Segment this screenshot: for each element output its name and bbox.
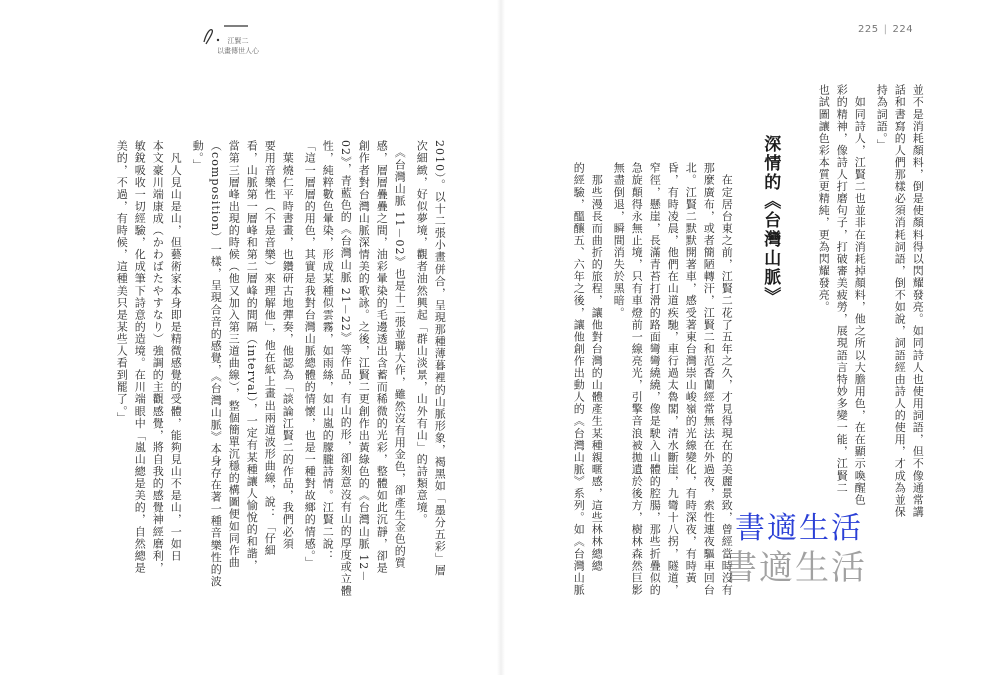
text-column: 窄徑，懸崖，長滿青苔打滑的路面彎彎繞繞，像是駛入山體的腔腸，那些折疊似的 (648, 162, 662, 596)
text-column: 創作者對台灣山脈深情美的歌詠。之後，江賢二更創作出黃綠色的《台灣山脈 12－ (357, 140, 371, 583)
text-column: 也試圖讓色彩本質更精純，更為閃耀發亮。 (817, 84, 831, 313)
text-column: 葉燒仁平時書畫，也鑽研古地彈奏，他認為「談論江賢二的作品，我們必須 (281, 140, 295, 550)
text-column: 看，山脈第一層峰和第二層峰的間隔（interval），一定有某種讓人愉悅的和諧， (245, 140, 259, 572)
text-column: 北。江賢二默默開著車，感受著東台灣崇山峻嶺的光線變化，有時深夜，有時黃 (684, 162, 698, 584)
text-column: 02》，青藍色的《台灣山脈 21－22》等作品，有山的形，卻刻意沒有山的厚度或立體 (339, 140, 353, 598)
chapter-title: 江賢二 (227, 37, 249, 45)
text-column: 敏銳吸收一切經驗，化成筆下詩意的造境。在川端眼中「嵐山總是美的，自然總是 (133, 140, 147, 574)
chapter-subtitle: 以畫傳世人心 (217, 47, 259, 55)
text-column: 「這一層層的用色，其實是我對台灣山脈總體的情懷，也是一種對故鄉的情感。」 (303, 140, 317, 569)
text-column: 凡人見山是山，但藝術家本身即是精微感覺的受體，能夠見山不是山，一如日 (169, 140, 183, 562)
text-column: 那麼廣布，或者簡陋轉汗，江賢二和范香蘭經常無法在外過夜，索性連夜驅車回台 (702, 162, 716, 596)
text-column: 動。」 (191, 140, 205, 171)
text-column: 急旋顛得永無止境，只有車燈前一線亮光，引擎音浪被拋遺於後方，樹林森然巨影 (630, 162, 644, 596)
text-column: 在定居台東之前，江賢二花了五年之久，才見得現在的美麗景致，曾經當時沒有 (720, 162, 734, 596)
text-column: 《台灣山脈 11－02》也是十二張並聯大作，雖然沒有用金色，卻產生金色的質 (393, 140, 407, 569)
text-column: 當第三層峰出現的時候（他又加入第三道曲線），整個簡單沉穩的構圖便如同作曲 (227, 140, 241, 569)
section-heading: 深情的《台灣山脈》 (760, 135, 781, 306)
text-column: 的經驗，醞釀五、六年之後，讓他創作出動人的《台灣山脈》系列。如《台灣山脈 (572, 162, 586, 596)
text-column: 持為詞語。」 (875, 84, 889, 151)
page-number-left: 224 (892, 24, 914, 35)
text-column: 次細緻，好似夢境，觀者油然興起「群山淡景，山外有山」的詩類意境。 (415, 140, 429, 526)
text-column: 感，層層疊疊之間，油彩暈染的毛邊透出含蓄而稀微的光彩，整體如此沉靜，卻是 (375, 140, 389, 574)
text-column: 話和書寫的人們那樣必須消耗詞語，倒不如說，詞語經由詩人的使用，才成為並保 (893, 84, 907, 518)
gutter-shadow (497, 0, 505, 675)
text-column: 那些漫長而曲折的旅程，讓他對台灣的山體產生某種親暱感，這些林林總總 (590, 162, 604, 572)
text-column: 並不是消耗顏料，倒是使顏料得以閃耀發亮。如同詩人也使用詞語，但不像通常講 (911, 84, 925, 518)
page-numbers (858, 24, 913, 35)
page-separator: | (883, 24, 888, 35)
text-column: 2010）。以十二張小畫併合，呈現那種薄暮裡的山脈形象，褐黑如「墨分五彩」層 (433, 140, 447, 577)
chapter-label (210, 36, 266, 56)
text-column: 如同詩人，江賢二也並非在消耗掉顏料，他之所以大膽用色，在在顯示喚醒色 (853, 84, 867, 506)
text-column: 昏，有時凌晨，他們在山道疾馳，車行過太魯閣，清水斷崖，九彎十八拐，隧道， (666, 162, 680, 596)
text-column: 性，純粹數色暈染，形成某種似雲霧，如雨絲，如山嵐的朦朧詩情。江賢二說： (321, 140, 335, 562)
text-column: 彩的精神，像詩人打磨句子，打破審美疲勞，展現語言特妙多變一能，江賢二 (835, 84, 849, 494)
text-column: 本文豪川端康成（かわばたやすなり）強調的主觀感覺，將自我的感覺神經磨利， (151, 140, 165, 574)
text-column: 要用音樂性（不是音樂）來理解他」，他在紙上畫出兩道波形曲線，說：「仔細 (263, 140, 277, 557)
watermark-secondary: 書適生活 (723, 548, 867, 588)
text-column: 美的，不過，有時候，這種美只是某些人看到罷了。」 (115, 140, 129, 424)
page-number-right: 225 (858, 24, 879, 35)
watermark-primary: 書適生活 (735, 511, 863, 546)
text-column: （composition）一樣，呈現合音的感覺，《台灣山脈》本身存在著一種音樂性的波 (209, 140, 223, 588)
text-column: 無盡倒退，瞬間消失於黑暗。 (612, 162, 626, 319)
